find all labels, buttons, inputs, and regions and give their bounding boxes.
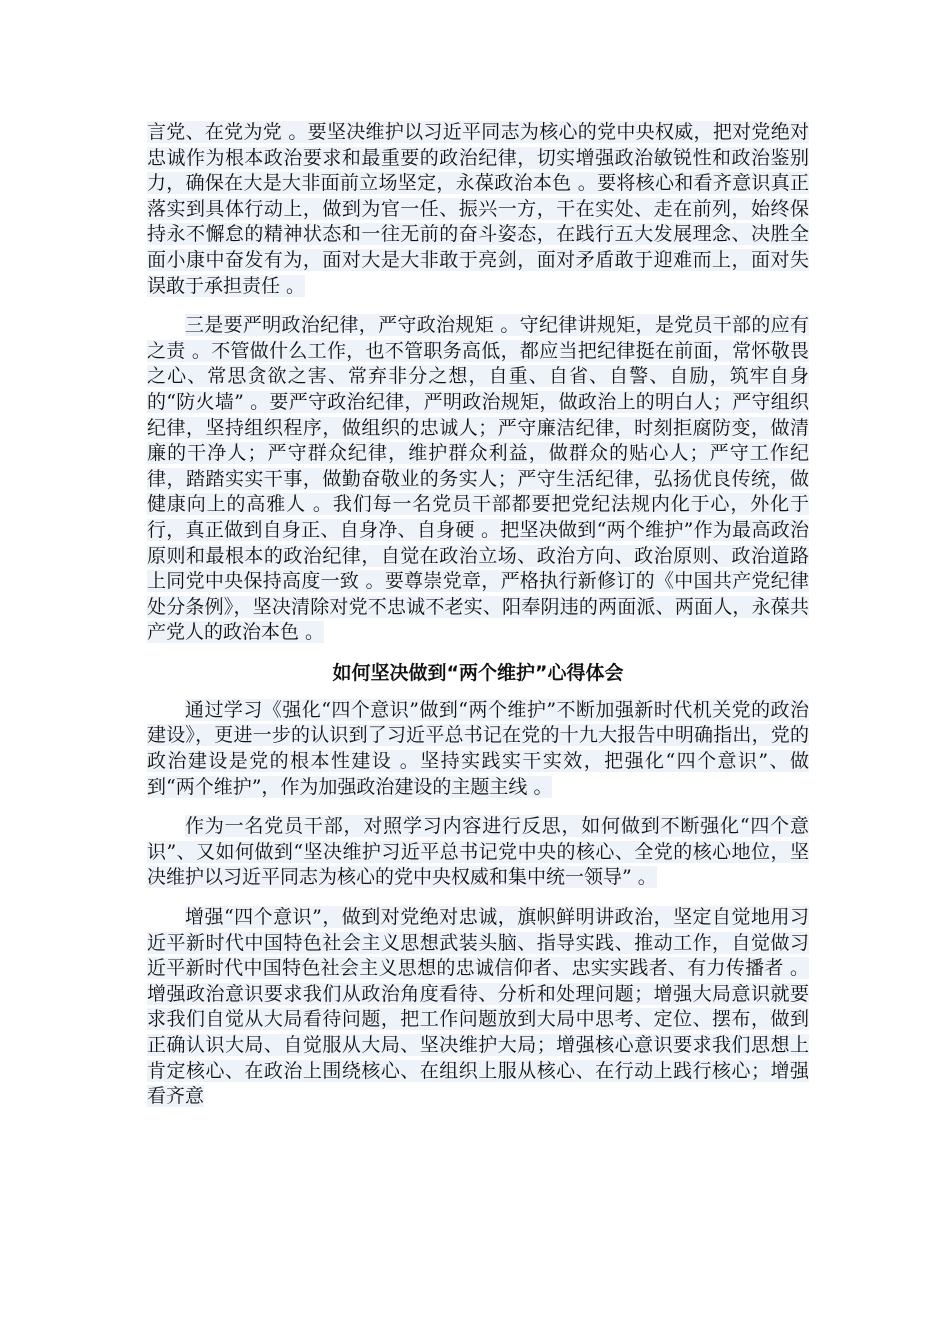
paragraph-3 <box>147 698 809 800</box>
paragraph-3-text: 通过学习《强化“四个意识”做到“两个维护”不断加强新时代机关党的政治建设》，更进一步的认识到了习近平总书记在党的十九大报告中明确指出，党的政治建设是党的根本性建设 。坚持实践实干实效，把强化“四个意识”、做到“两个维护”，作为加强政治建设的主题主线 。 <box>147 698 809 798</box>
document-page <box>147 120 809 1124</box>
section-heading: 如何坚决做到“两个维护”心得体会 <box>332 661 624 684</box>
paragraph-2-text: 三是要严明政治纪律，严守政治规矩 。守纪律讲规矩，是党员干部的应有之责 。不管做什么工作，也不管职务高低，都应当把纪律挺在前面，常怀敬畏之心、常思贪欲之害、常弃非分之想，自重、自省、自警、自励，筑牢自身的“防火墙” 。要严守政治纪律，严明政治规矩，做政治上的明白人；严守组织纪律，坚持组织程序，做组织的忠诚人；严守廉洁纪律，时刻拒腐防变，做清廉的干净人；严守群众纪律，维护群众利益，做群众的贴心人；严守工作纪律，踏踏实实干事，做勤奋敬业的务实人；严守生活纪律，弘扬优良传统，做健康向上的高雅人 。我们每一名党员干部都要把党纪法规内化于心，外化于行，真正做到自身正、自身净、自身硬 。把坚决做到“两个维护”作为最高政治原则和最根本的政治纪律，自觉在政治立场、政治方向、政治原则、政治道路上同党中央保持高度一致 。要尊崇党章，严格执行新修订的《中国共产党纪律处分条例》，坚决清除对党不忠诚不老实、阳奉阴违的两面派、两面人，永葆共产党人的政治本色 。 <box>147 314 809 644</box>
paragraph-5 <box>147 905 809 1110</box>
paragraph-1 <box>147 120 809 299</box>
paragraph-1-text: 言党、在党为党 。要坚决维护以习近平同志为核心的党中央权威，把对党绝对忠诚作为根本政治要求和最重要的政治纪律，切实增强政治敏锐性和政治鉴别力，确保在大是大非面前立场坚定，永葆政治本色 。要将核心和看齐意识真正落实到具体行动上，做到为官一任、振兴一方，干在实处、走在前列，始终保持永不懈怠的精神状态和一往无前的奋斗姿态，在践行五大发展理念、决胜全面小康中奋发有为，面对大是大非敢于亮剑，面对矛盾敢于迎难而上，面对失误敢于承担责任 。 <box>147 121 809 297</box>
paragraph-4-text: 作为一名党员干部，对照学习内容进行反思，如何做到不断强化“四个意识”、又如何做到“坚决维护习近平总书记党中央的核心、全党的核心地位，坚决维护以习近平同志为核心的党中央权威和集中统一领导” 。 <box>147 815 809 889</box>
paragraph-4 <box>147 814 809 891</box>
paragraph-2 <box>147 313 809 646</box>
paragraph-5-text: 增强“四个意识”，做到对党绝对忠诚，旗帜鲜明讲政治，坚定自觉地用习近平新时代中国特色社会主义思想武装头脑、指导实践、推动工作，自觉做习近平新时代中国特色社会主义思想的忠诚信仰者、忠实实践者、有力传播者 。增强政治意识要求我们从政治角度看待、分析和处理问题；增强大局意识就要求我们自觉从大局看待问题，把工作问题放到大局中思考、定位、摆布，做到正确认识大局、自觉服从大局、坚决维护大局；增强核心意识要求我们思想上肯定核心、在政治上围绕核心、在组织上服从核心、在行动上践行核心；增强看齐意 <box>147 906 809 1108</box>
